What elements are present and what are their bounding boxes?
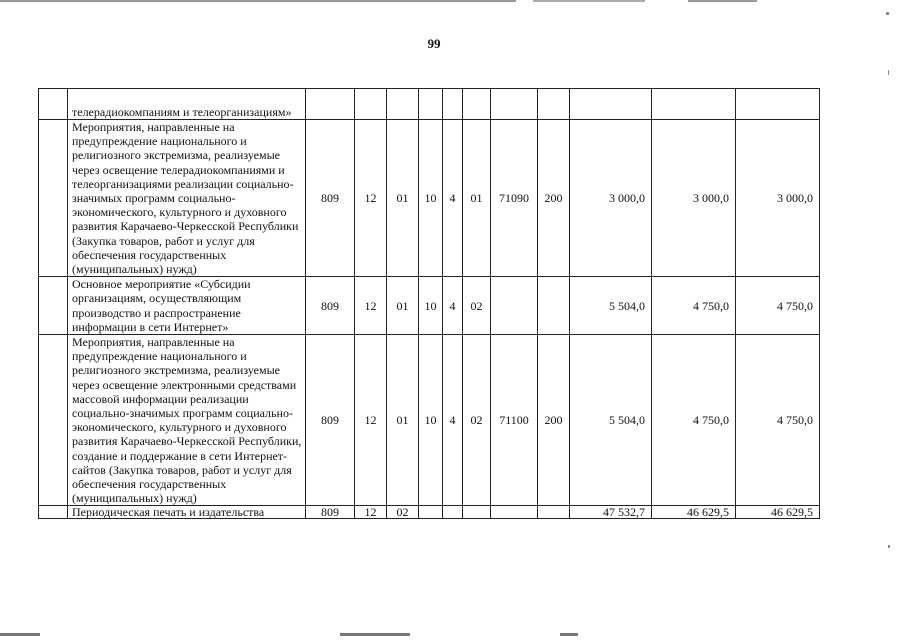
cell-amount-3: 4 750,0 <box>736 335 820 506</box>
cell-measure: 01 <box>463 120 491 277</box>
cell-direction <box>491 277 538 335</box>
item-name: телерадиокомпаниям и телеорганизациям» <box>68 89 306 120</box>
cell-subprogram: 4 <box>443 335 463 506</box>
row-marker-cell <box>39 89 68 120</box>
cell-ministry: 809 <box>306 335 355 506</box>
cell-ministry: 809 <box>306 506 355 519</box>
budget-table <box>38 88 820 519</box>
cell-ministry <box>306 89 355 120</box>
row-marker-cell <box>39 120 68 277</box>
cell-subprogram <box>443 89 463 120</box>
cell-program: 10 <box>419 120 443 277</box>
cell-ministry: 809 <box>306 277 355 335</box>
item-name: Основное мероприятие «Субсидии организациям, осуществляющим производство и распространение информации в сети Интернет» <box>68 277 306 335</box>
item-name: Мероприятия, направленные на предупреждение национального и религиозного экстремизма, реализуемые через освещение телерадиокомпаниями и телеорганизациями реализации социально-значимых программ социально-экономического, культурного и духовного развития Карачаево-Черкесской Республики (Закупка товаров, работ и услуг для обеспечения государственных (муниципальных) нужд) <box>68 120 306 277</box>
cell-expense-type <box>538 89 570 120</box>
cell-amount-2: 46 629,5 <box>652 506 736 519</box>
cell-expense-type: 200 <box>538 120 570 277</box>
cell-amount-3: 4 750,0 <box>736 277 820 335</box>
cell-program <box>419 89 443 120</box>
cell-measure: 02 <box>463 335 491 506</box>
table-row <box>39 89 820 120</box>
cell-direction: 71090 <box>491 120 538 277</box>
cell-section: 12 <box>355 120 387 277</box>
item-name: Периодическая печать и издательства <box>68 506 306 519</box>
cell-direction <box>491 506 538 519</box>
cell-measure <box>463 506 491 519</box>
item-name: Мероприятия, направленные на предупреждение национального и религиозного экстремизма, реализуемые через освещение электронными средствами массовой информации реализации социально-значимых программ социально-экономического, культурного и духовного развития Карачаево-Черкесской Республики, создание и поддержание в сети Интернет-сайтов (Закупка товаров, работ и услуг для обеспечения государственных (муниципальных) нужд) <box>68 335 306 506</box>
cell-amount-1: 5 504,0 <box>570 277 652 335</box>
cell-subsection: 02 <box>387 506 419 519</box>
scan-edge-bottom <box>0 633 901 636</box>
scan-speck <box>886 12 889 15</box>
cell-amount-2: 4 750,0 <box>652 335 736 506</box>
cell-amount-3: 3 000,0 <box>736 120 820 277</box>
cell-amount-1: 3 000,0 <box>570 120 652 277</box>
cell-amount-2 <box>652 89 736 120</box>
scan-speck <box>888 545 890 548</box>
cell-subprogram: 4 <box>443 277 463 335</box>
cell-expense-type <box>538 277 570 335</box>
cell-amount-3 <box>736 89 820 120</box>
cell-amount-2: 3 000,0 <box>652 120 736 277</box>
cell-section <box>355 89 387 120</box>
cell-subprogram <box>443 506 463 519</box>
cell-direction: 71100 <box>491 335 538 506</box>
cell-subsection: 01 <box>387 120 419 277</box>
cell-amount-2: 4 750,0 <box>652 277 736 335</box>
cell-subsection: 01 <box>387 335 419 506</box>
cell-program <box>419 506 443 519</box>
table-row <box>39 120 820 277</box>
cell-section: 12 <box>355 506 387 519</box>
cell-direction <box>491 89 538 120</box>
cell-amount-1: 5 504,0 <box>570 335 652 506</box>
cell-subsection <box>387 89 419 120</box>
cell-program: 10 <box>419 277 443 335</box>
cell-expense-type <box>538 506 570 519</box>
row-marker-cell <box>39 335 68 506</box>
cell-expense-type: 200 <box>538 335 570 506</box>
cell-ministry: 809 <box>306 120 355 277</box>
page-number: 99 <box>427 36 441 51</box>
cell-section: 12 <box>355 335 387 506</box>
scan-speck <box>888 70 889 75</box>
table-row <box>39 506 820 519</box>
cell-program: 10 <box>419 335 443 506</box>
table-row <box>39 277 820 335</box>
row-marker-cell <box>39 277 68 335</box>
cell-measure <box>463 89 491 120</box>
cell-amount-1: 47 532,7 <box>570 506 652 519</box>
row-marker-cell <box>39 506 68 519</box>
scan-edge-top <box>0 0 860 2</box>
cell-measure: 02 <box>463 277 491 335</box>
cell-subsection: 01 <box>387 277 419 335</box>
cell-amount-3: 46 629,5 <box>736 506 820 519</box>
cell-amount-1 <box>570 89 652 120</box>
cell-section: 12 <box>355 277 387 335</box>
cell-subprogram: 4 <box>443 120 463 277</box>
table-row <box>39 335 820 506</box>
